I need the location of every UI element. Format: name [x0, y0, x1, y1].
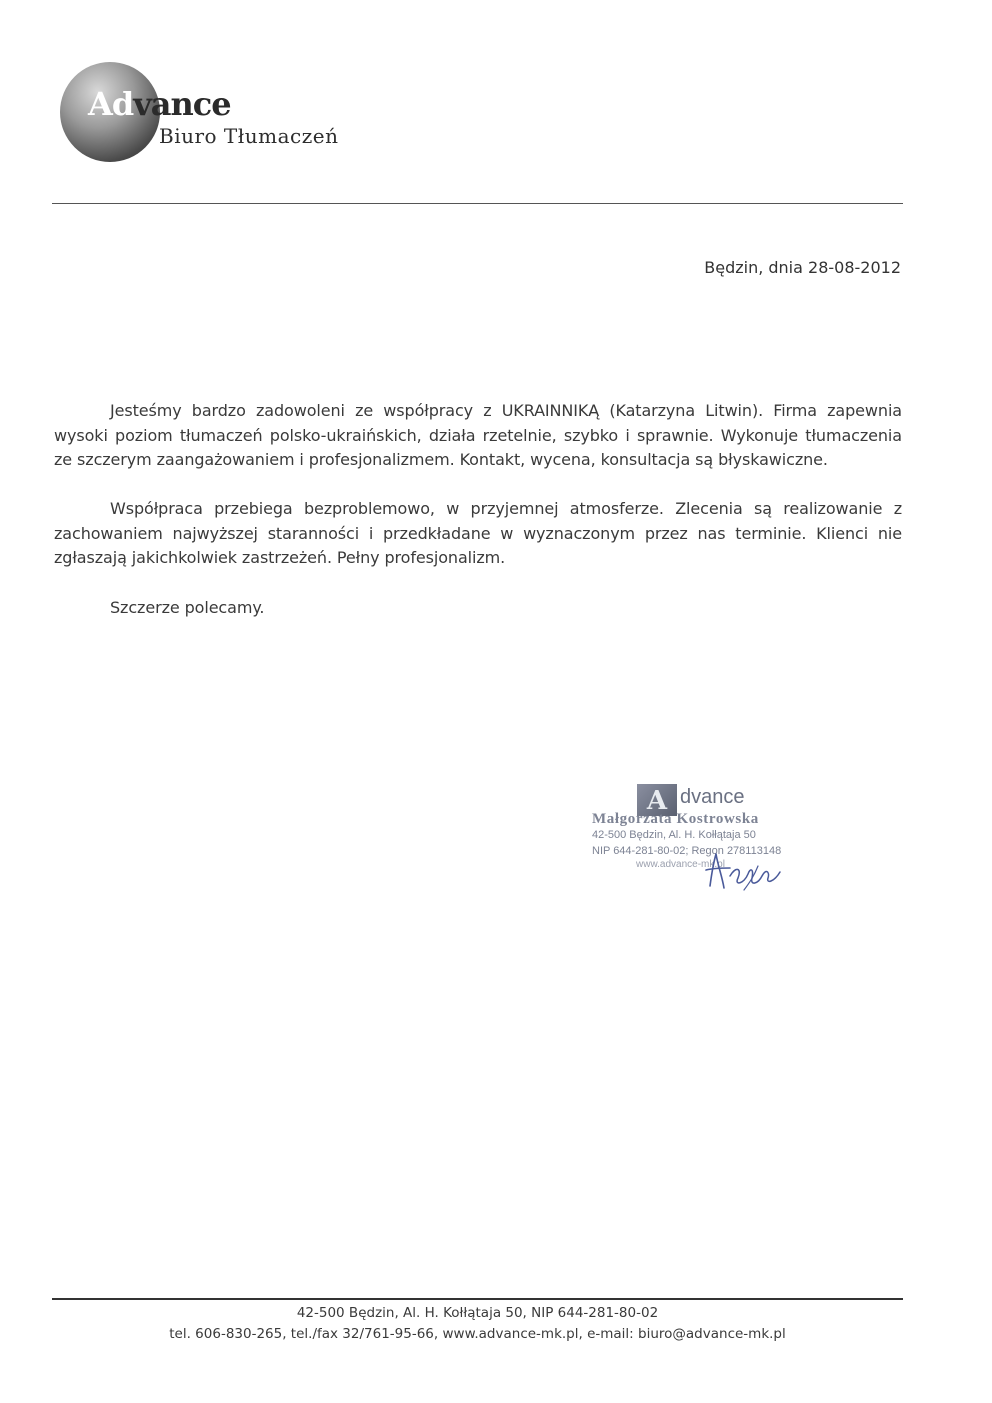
stamp-website: www.advance-mk.pl	[636, 859, 725, 870]
stamp-logo-letter: A	[646, 786, 668, 816]
header-divider	[52, 203, 903, 204]
body-paragraph-2: Współpraca przebiega bezproblemowo, w przyjemnej atmosferze. Zlecenia są realizowanie z zachowaniem najwyższej staranności i przedkładane w wyznaczonym przez nas terminie. Klienci nie zgłaszają jakichkolwiek zastrzeżeń. Pełny profesjonalizm.	[54, 499, 902, 567]
body-paragraph-1: Jesteśmy bardzo zadowoleni ze współpracy z UKRAINNIKĄ (Katarzyna Litwin). Firma zapewnia wysoki poziom tłumaczeń polsko-ukraińskich, działa rzetelnie, szybko i sprawnie. Wykonuje tłumaczenia ze szczerym zaangażowaniem i profesjonalizmem. Kontakt, wycena, konsultacja są błyskawiczne.	[54, 401, 902, 469]
logo-wordmark-prefix: Ad	[88, 85, 134, 123]
stamp-owner-name: Małgorzata Kostrowska	[592, 811, 759, 827]
stamp-address: 42-500 Będzin, Al. H. Kołłątaja 50	[592, 829, 756, 841]
footer-address: 42-500 Będzin, Al. H. Kołłątaja 50, NIP 644-281-80-02	[296, 1305, 659, 1321]
date-line: Będzin, dnia 28-08-2012	[704, 258, 901, 277]
stamp-nip-regon: NIP 644-281-80-02; Regon 278113148	[592, 845, 782, 857]
logo-wordmark	[88, 84, 231, 124]
stamp-brand: dvance	[680, 786, 745, 808]
logo-wordmark-suffix: vance	[133, 85, 231, 123]
closing-line: Szczerze polecamy.	[110, 598, 265, 617]
footer-divider	[52, 1298, 903, 1300]
signature	[700, 846, 790, 896]
logo-subtitle: Biuro Tłumaczeń	[159, 124, 339, 148]
footer-contact: tel. 606-830-265, tel./fax 32/761-95-66, www.advance-mk.pl, e-mail: biuro@advance-mk.pl	[169, 1326, 786, 1342]
